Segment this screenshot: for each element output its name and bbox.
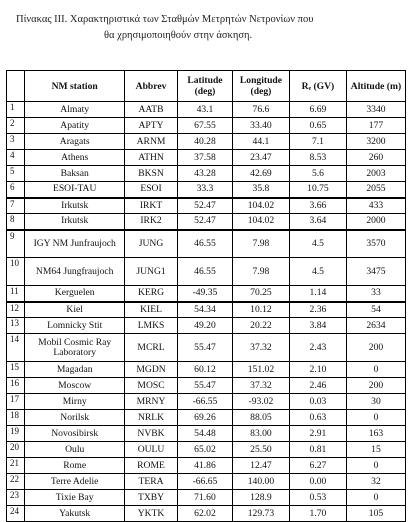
cutoff-rigidity-cell: 2.36 [289, 302, 346, 318]
longitude-cell: 83.00 [232, 426, 289, 442]
station-abbrev: IRKT [125, 198, 178, 214]
station-abbrev: IRK2 [125, 214, 178, 230]
cutoff-rigidity-cell: 1.70 [289, 506, 346, 522]
station-name: Magadan [25, 362, 125, 378]
latitude-cell: 33.3 [177, 182, 232, 198]
altitude-cell: 2003 [346, 166, 405, 182]
latitude-cell: 52.47 [177, 198, 232, 214]
station-abbrev: MCRL [125, 334, 178, 362]
cutoff-rigidity-cell: 4.5 [289, 258, 346, 286]
cutoff-rigidity-cell: 0.81 [289, 442, 346, 458]
latitude-cell: 65.02 [177, 442, 232, 458]
row-number: 22 [7, 474, 25, 490]
table-caption [16, 12, 396, 44]
station-abbrev: KERG [125, 286, 178, 302]
altitude-cell: 3475 [346, 258, 405, 286]
station-name: Novosibirsk [25, 426, 125, 442]
longitude-cell: 10.12 [232, 302, 289, 318]
station-name: IGY NM Junfraujoch [25, 230, 125, 258]
longitude-cell: 128.9 [232, 490, 289, 506]
station-abbrev: ROME [125, 458, 178, 474]
station-abbrev: KIEL [125, 302, 178, 318]
latitude-cell: 40.28 [177, 134, 232, 150]
header-latitude: Latitude (deg) [177, 71, 232, 102]
altitude-cell: 200 [346, 378, 405, 394]
latitude-cell: 43.28 [177, 166, 232, 182]
cutoff-rigidity-cell: 1.14 [289, 286, 346, 302]
station-name: Moscow [25, 378, 125, 394]
station-name: Kerguelen [25, 286, 125, 302]
altitude-cell: 2634 [346, 318, 405, 334]
station-abbrev: YKTK [125, 506, 178, 522]
latitude-cell: 69.26 [177, 410, 232, 426]
table-row [7, 362, 406, 378]
station-name: Lomnicky Stit [25, 318, 125, 334]
latitude-cell: 54.48 [177, 426, 232, 442]
longitude-cell: 151.02 [232, 362, 289, 378]
latitude-cell: 71.60 [177, 490, 232, 506]
longitude-cell: 12.47 [232, 458, 289, 474]
station-name: Aragats [25, 134, 125, 150]
longitude-cell: 104.02 [232, 198, 289, 214]
caption-line-2: θα χρησιμοποιηθούν στην άσκηση. [104, 30, 253, 41]
altitude-cell: 54 [346, 302, 405, 318]
latitude-cell: 41.86 [177, 458, 232, 474]
station-name: Baksan [25, 166, 125, 182]
station-abbrev: MOSC [125, 378, 178, 394]
altitude-cell: 433 [346, 198, 405, 214]
altitude-cell: 3340 [346, 102, 405, 118]
caption-line-1: Πίνακας ΙΙΙ. Χαρακτηριστικά των Σταθμών Μετρητών Νετρονίων που [16, 14, 314, 25]
row-number: 17 [7, 394, 25, 410]
row-number: 3 [7, 134, 25, 150]
latitude-cell: 43.1 [177, 102, 232, 118]
table-row [7, 118, 406, 134]
altitude-cell: 3200 [346, 134, 405, 150]
station-name: Terre Adelie [25, 474, 125, 490]
altitude-cell: 32 [346, 474, 405, 490]
table-row [7, 302, 406, 318]
altitude-cell: 33 [346, 286, 405, 302]
table-row [7, 378, 406, 394]
station-abbrev: ATHN [125, 150, 178, 166]
row-number: 9 [7, 230, 25, 258]
station-abbrev: APTY [125, 118, 178, 134]
longitude-cell: 88.05 [232, 410, 289, 426]
station-name: ESOI-TAU [25, 182, 125, 198]
longitude-cell: -93.02 [232, 394, 289, 410]
header-station: NM station [25, 71, 125, 102]
station-name: NM64 Jungfraujoch [25, 258, 125, 286]
longitude-cell: 44.1 [232, 134, 289, 150]
table-row [7, 410, 406, 426]
altitude-cell: 15 [346, 442, 405, 458]
longitude-cell: 35.8 [232, 182, 289, 198]
longitude-cell: 23.47 [232, 150, 289, 166]
latitude-cell: 60.12 [177, 362, 232, 378]
cutoff-rigidity-cell: 8.53 [289, 150, 346, 166]
latitude-cell: 46.55 [177, 258, 232, 286]
table-row [7, 442, 406, 458]
altitude-cell: 0 [346, 410, 405, 426]
altitude-cell: 200 [346, 334, 405, 362]
station-name: Irkutsk [25, 198, 125, 214]
station-name: Apatity [25, 118, 125, 134]
station-name: Irkutsk [25, 214, 125, 230]
station-name: Norilsk [25, 410, 125, 426]
station-name: Mirny [25, 394, 125, 410]
row-number: 20 [7, 442, 25, 458]
latitude-cell: -66.65 [177, 474, 232, 490]
cutoff-rigidity-cell: 4.5 [289, 230, 346, 258]
longitude-cell: 37.32 [232, 334, 289, 362]
table-row [7, 490, 406, 506]
table-header-row [7, 71, 406, 102]
longitude-cell: 7.98 [232, 230, 289, 258]
cutoff-rigidity-cell: 2.43 [289, 334, 346, 362]
cutoff-rigidity-cell: 7.1 [289, 134, 346, 150]
row-number: 11 [7, 286, 25, 302]
row-number: 5 [7, 166, 25, 182]
row-number: 12 [7, 302, 25, 318]
latitude-cell: 46.55 [177, 230, 232, 258]
station-abbrev: JUNG [125, 230, 178, 258]
table-row [7, 286, 406, 302]
row-number: 19 [7, 426, 25, 442]
table-row [7, 134, 406, 150]
altitude-cell: 3570 [346, 230, 405, 258]
cutoff-rigidity-cell: 5.6 [289, 166, 346, 182]
latitude-cell: -66.55 [177, 394, 232, 410]
row-number: 24 [7, 506, 25, 522]
cutoff-rigidity-cell: 3.66 [289, 198, 346, 214]
latitude-cell: 37.58 [177, 150, 232, 166]
cutoff-rigidity-cell: 2.46 [289, 378, 346, 394]
station-name: Rome [25, 458, 125, 474]
station-abbrev: LMKS [125, 318, 178, 334]
row-number: 4 [7, 150, 25, 166]
longitude-cell: 20.22 [232, 318, 289, 334]
row-number: 14 [7, 334, 25, 362]
altitude-cell: 2000 [346, 214, 405, 230]
altitude-cell: 105 [346, 506, 405, 522]
longitude-cell: 70.25 [232, 286, 289, 302]
latitude-cell: 52.47 [177, 214, 232, 230]
station-abbrev: NVBK [125, 426, 178, 442]
row-number: 21 [7, 458, 25, 474]
latitude-cell: 49.20 [177, 318, 232, 334]
row-number: 23 [7, 490, 25, 506]
row-number: 8 [7, 214, 25, 230]
station-abbrev: MRNY [125, 394, 178, 410]
cutoff-rigidity-cell: 0.00 [289, 474, 346, 490]
station-abbrev: JUNG1 [125, 258, 178, 286]
row-number: 13 [7, 318, 25, 334]
longitude-cell: 25.50 [232, 442, 289, 458]
table-row [7, 258, 406, 286]
table-row [7, 426, 406, 442]
station-name: Tixie Bay [25, 490, 125, 506]
station-abbrev: BKSN [125, 166, 178, 182]
cutoff-rigidity-cell: 0.03 [289, 394, 346, 410]
latitude-cell: 55.47 [177, 378, 232, 394]
row-number: 18 [7, 410, 25, 426]
latitude-cell: -49.35 [177, 286, 232, 302]
altitude-cell: 0 [346, 362, 405, 378]
longitude-cell: 129.73 [232, 506, 289, 522]
table-row [7, 150, 406, 166]
row-number: 10 [7, 258, 25, 286]
altitude-cell: 30 [346, 394, 405, 410]
longitude-cell: 104.02 [232, 214, 289, 230]
station-name: Yakutsk [25, 506, 125, 522]
altitude-cell: 0 [346, 490, 405, 506]
longitude-cell: 37.32 [232, 378, 289, 394]
station-abbrev: AATB [125, 102, 178, 118]
row-number: 15 [7, 362, 25, 378]
cutoff-rigidity-cell: 0.63 [289, 410, 346, 426]
altitude-cell: 0 [346, 458, 405, 474]
table-row [7, 182, 406, 198]
station-abbrev: NRLK [125, 410, 178, 426]
table-row [7, 102, 406, 118]
row-number: 6 [7, 182, 25, 198]
latitude-cell: 54.34 [177, 302, 232, 318]
cutoff-rigidity-cell: 2.91 [289, 426, 346, 442]
cutoff-rigidity-cell: 3.64 [289, 214, 346, 230]
header-abbrev: Abbrev [125, 71, 178, 102]
header-altitude: Altitude (m) [346, 71, 405, 102]
longitude-cell: 76.6 [232, 102, 289, 118]
longitude-cell: 33.40 [232, 118, 289, 134]
row-number: 2 [7, 118, 25, 134]
latitude-cell: 67.55 [177, 118, 232, 134]
table-row [7, 166, 406, 182]
station-name: Almaty [25, 102, 125, 118]
cutoff-rigidity-cell: 0.53 [289, 490, 346, 506]
station-name: Athens [25, 150, 125, 166]
table-row [7, 198, 406, 214]
table-row [7, 506, 406, 522]
table-row [7, 474, 406, 490]
longitude-cell: 7.98 [232, 258, 289, 286]
station-abbrev: ARNM [125, 134, 178, 150]
station-name: Oulu [25, 442, 125, 458]
station-abbrev: TERA [125, 474, 178, 490]
table-row [7, 394, 406, 410]
row-number: 1 [7, 102, 25, 118]
row-number: 7 [7, 198, 25, 214]
cutoff-rigidity-cell: 6.69 [289, 102, 346, 118]
altitude-cell: 163 [346, 426, 405, 442]
latitude-cell: 62.02 [177, 506, 232, 522]
header-number [7, 71, 25, 102]
table-row [7, 214, 406, 230]
table-body [7, 102, 406, 522]
table-row [7, 230, 406, 258]
table-row [7, 334, 406, 362]
station-abbrev: ESOI [125, 182, 178, 198]
neutron-monitor-table [6, 70, 406, 522]
row-number: 16 [7, 378, 25, 394]
latitude-cell: 55.47 [177, 334, 232, 362]
table-row [7, 318, 406, 334]
cutoff-rigidity-cell: 2.10 [289, 362, 346, 378]
altitude-cell: 2055 [346, 182, 405, 198]
altitude-cell: 260 [346, 150, 405, 166]
cutoff-rigidity-cell: 3.84 [289, 318, 346, 334]
station-abbrev: OULU [125, 442, 178, 458]
altitude-cell: 177 [346, 118, 405, 134]
longitude-cell: 140.00 [232, 474, 289, 490]
header-longitude: Longitude (deg) [232, 71, 289, 102]
cutoff-rigidity-cell: 10.75 [289, 182, 346, 198]
station-name: Mobil Cosmic Ray Laboratory [25, 334, 125, 362]
station-abbrev: TXBY [125, 490, 178, 506]
cutoff-rigidity-cell: 0.65 [289, 118, 346, 134]
station-abbrev: MGDN [125, 362, 178, 378]
cutoff-rigidity-cell: 6.27 [289, 458, 346, 474]
station-name: Kiel [25, 302, 125, 318]
longitude-cell: 42.69 [232, 166, 289, 182]
header-cutoff-rigidity: Rₑ (GV) [289, 71, 346, 102]
table-row [7, 458, 406, 474]
